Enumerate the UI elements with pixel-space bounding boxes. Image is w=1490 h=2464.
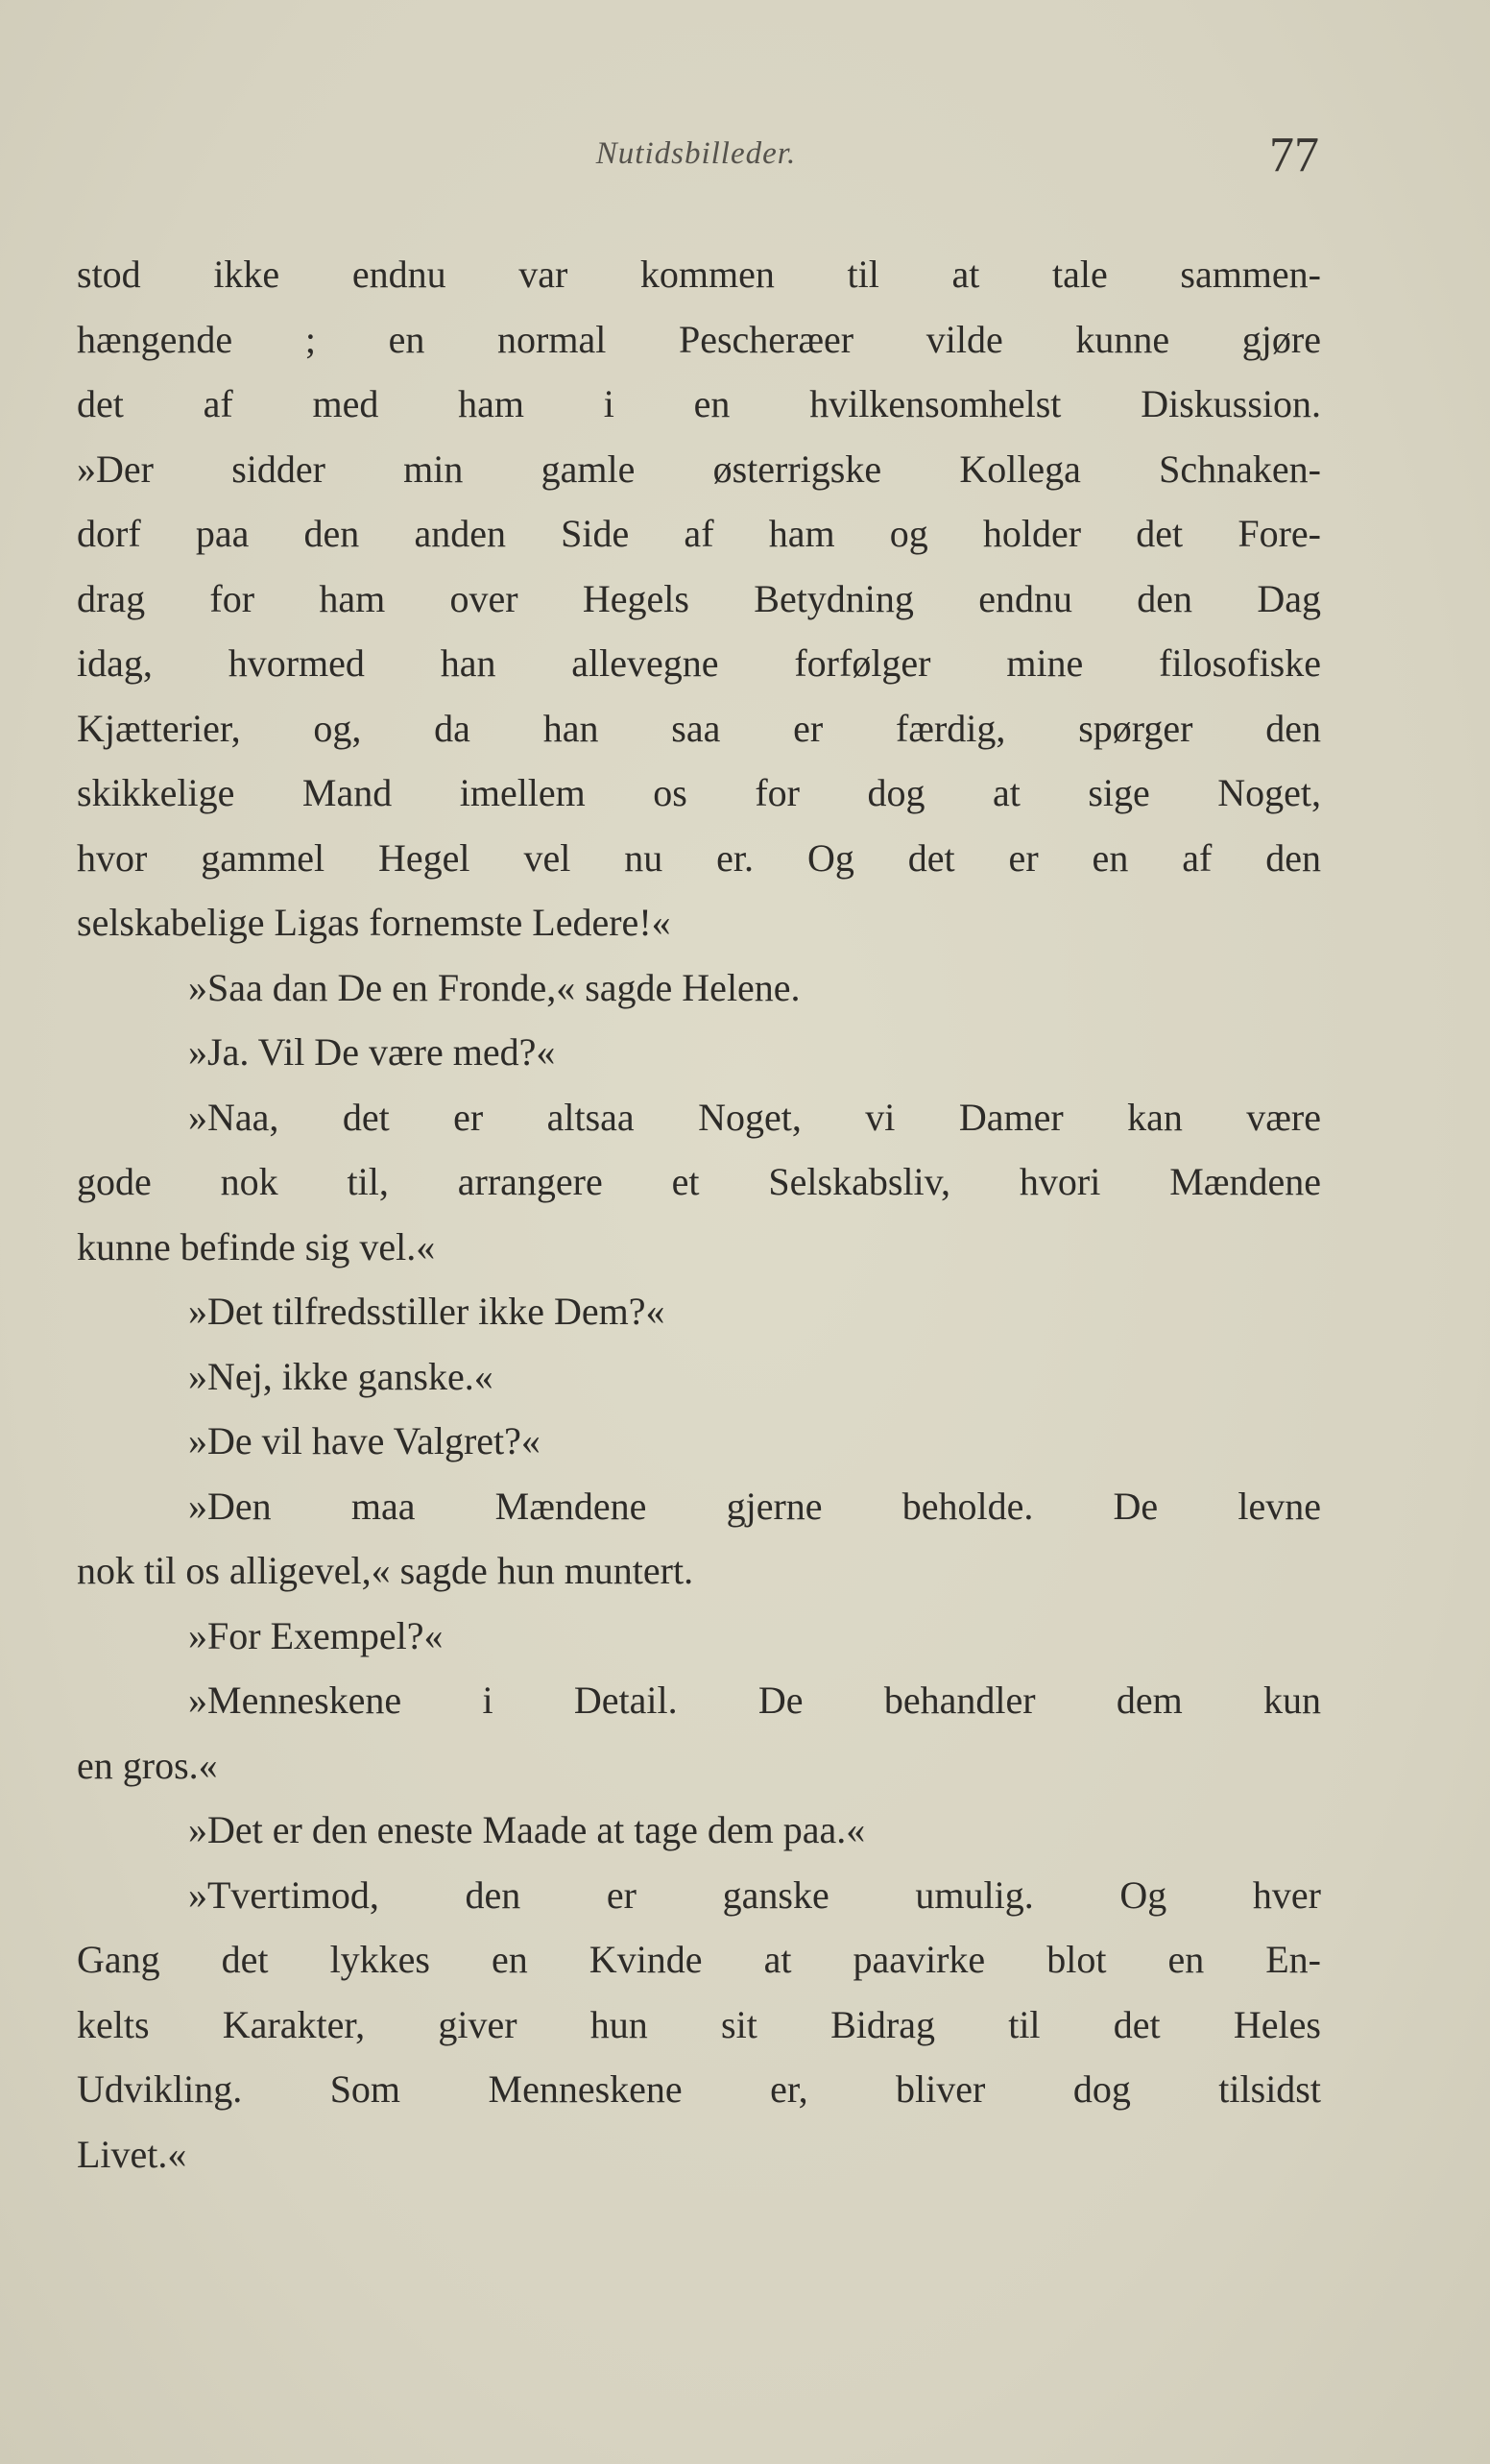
text-line: Kjætterier, og, da han saa er færdig, spørger den: [77, 706, 1321, 750]
text-line: skikkelige Mand imellem os for dog at sige Noget,: [77, 771, 1321, 814]
text-line: det af med ham i en hvilkensomhelst Diskussion.: [77, 382, 1321, 425]
text-line: gode nok til, arrangere et Selskabsliv, hvori Mændene: [77, 1160, 1321, 1203]
text-line: »Det tilfredsstiller ikke Dem?«: [188, 1290, 665, 1333]
text-line: »For Exempel?«: [188, 1613, 444, 1657]
text-line: kelts Karakter, giver hun sit Bidrag til det Heles: [77, 2002, 1321, 2046]
text-line: »Der sidder min gamle østerrigske Kollega Schnaken-: [77, 447, 1321, 491]
text-line: Gang det lykkes en Kvinde at paavirke blot en En-: [77, 1938, 1321, 1981]
text-line: idag, hvormed han allevegne forfølger mine filosofiske: [77, 641, 1321, 685]
text-line: nok til os alligevel,« sagde hun muntert.: [77, 1549, 694, 1592]
text-line: hvor gammel Hegel vel nu er. Og det er en af den: [77, 835, 1321, 880]
text-line: hængende ; en normal Pescheræer vilde kunne gjøre: [77, 317, 1321, 361]
text-line: kunne befinde sig vel.«: [77, 1224, 436, 1268]
text-line: en gros.«: [77, 1743, 218, 1787]
text-line: »Naa, det er altsaa Noget, vi Damer kan være: [188, 1095, 1321, 1139]
text-line: drag for ham over Hegels Betydning endnu den Dag: [77, 576, 1321, 620]
text-line: »De vil have Valgret?«: [188, 1419, 541, 1462]
text-line: »Den maa Mændene gjerne beholde. De levne: [188, 1484, 1321, 1528]
text-line: »Ja. Vil De være med?«: [188, 1030, 556, 1074]
text-line: stod ikke endnu var kommen til at tale sammen-: [77, 253, 1321, 296]
text-line: »Nej, ikke ganske.«: [188, 1354, 493, 1398]
body-text: [77, 242, 1321, 2186]
text-line: selskabelige Ligas fornemste Ledere!«: [77, 901, 671, 944]
running-head: [77, 127, 1319, 184]
text-line: »Det er den eneste Maade at tage dem paa.«: [188, 1808, 866, 1851]
running-title: Nutidsbilleder.: [595, 136, 797, 171]
text-line: dorf paa den anden Side af ham og holder det Fore-: [77, 512, 1321, 555]
text-line: Livet.«: [77, 2132, 187, 2176]
text-line: »Menneskene i Detail. De behandler dem kun: [188, 1679, 1321, 1722]
text-line: »Tvertimod, den er ganske umulig. Og hver: [188, 1872, 1321, 1917]
text-line: »Saa dan De en Fronde,« sagde Helene.: [188, 965, 801, 1009]
page-number: 77: [1269, 128, 1319, 182]
text-line: Udvikling. Som Menneskene er, bliver dog tilsidst: [77, 2067, 1321, 2111]
